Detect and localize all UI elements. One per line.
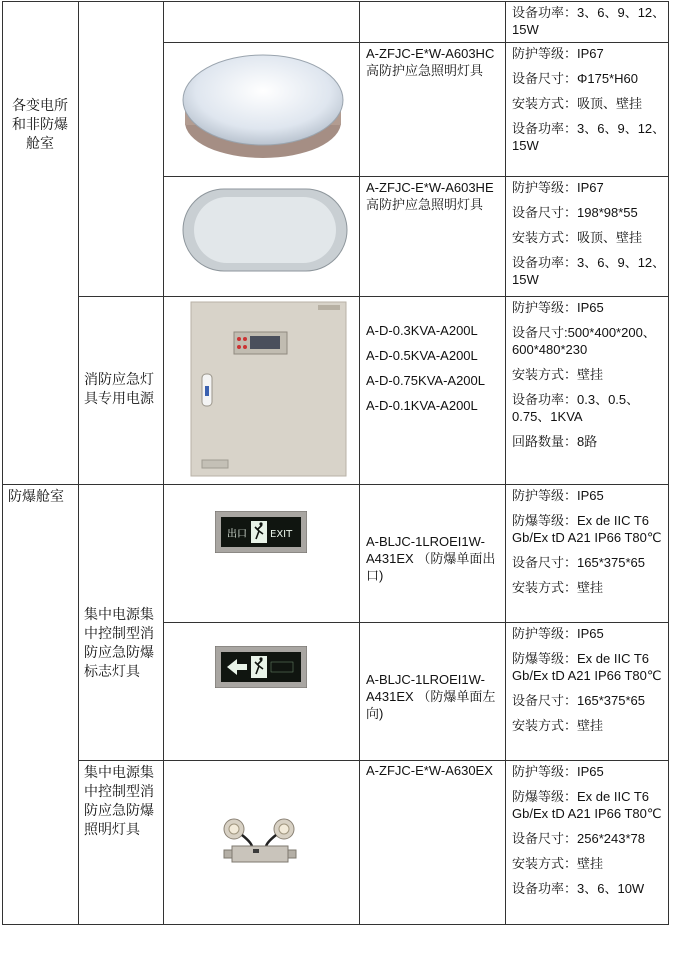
- left-arrow-sign-image: [215, 646, 307, 688]
- spec-protection: 防护等级：IP65: [512, 764, 604, 779]
- model-a603hc: A-ZFJC-E*W-A603HC 高防护应急照明灯具: [366, 46, 495, 78]
- spec-install: 安装方式：壁挂: [512, 367, 604, 382]
- category-power-supply: 消防应急灯具专用电源: [84, 371, 154, 406]
- model-power-3: A-D-0.75KVA-A200L: [366, 373, 485, 388]
- spec-row-0: [512, 4, 666, 46]
- spec-power: 设备功率：3、6、10W: [512, 881, 645, 896]
- spec-size: 设备尺寸：Φ175*H60: [512, 71, 638, 86]
- round-lamp-image: [178, 50, 348, 165]
- spec-circuits: 回路数量：8路: [512, 434, 598, 449]
- spec-protection: 防护等级：IP65: [512, 626, 604, 641]
- rule-col3: [359, 1, 360, 925]
- rule-row3: [78, 296, 668, 297]
- spec-explosion-grade: 防爆等级：Ex de IIC T6 Gb/Ex tD A21 IP66 T80℃: [512, 789, 662, 821]
- spec-row-5: [512, 625, 666, 742]
- rule-row4: [2, 484, 668, 485]
- spec-install: 安装方式：壁挂: [512, 856, 604, 871]
- model-list-power: [366, 322, 506, 420]
- model-left-sign: A-BLJC-1LROEI1W-A431EX （防爆单面左向): [366, 672, 496, 721]
- spec-size: 设备尺寸：256*243*78: [512, 831, 645, 846]
- power-cabinet-image: [190, 301, 347, 477]
- model-exit-sign: A-BLJC-1LROEI1W-A431EX （防爆单面出口): [366, 534, 496, 583]
- spec-size: 设备尺寸:500*400*200、600*480*230: [512, 325, 656, 357]
- spec-protection: 防护等级：IP67: [512, 180, 604, 195]
- spec-row-6: [512, 763, 666, 905]
- twin-head-lamp-image: [222, 817, 302, 865]
- rule-col4: [505, 1, 506, 925]
- spec-size: 设备尺寸：165*375*65: [512, 693, 645, 708]
- spec-protection: 防护等级：IP65: [512, 488, 604, 503]
- rule-col0: [2, 1, 3, 925]
- area-substation: 各变电所和非防爆舱室: [12, 97, 68, 151]
- rule-row6: [78, 760, 668, 761]
- rule-col5: [668, 1, 669, 925]
- area-explosion-proof: 防爆舱室: [8, 488, 64, 504]
- spec-power: 设备功率：3、6、9、12、15W: [512, 5, 666, 37]
- spec-row-1: [512, 45, 666, 162]
- rule-row5: [163, 622, 668, 623]
- exit-sign-en: EXIT: [270, 529, 293, 540]
- spec-size: 设备尺寸：165*375*65: [512, 555, 645, 570]
- exit-sign-cn: 出口: [227, 529, 247, 540]
- spec-row-4: [512, 487, 666, 604]
- category-sign-lamp: 集中电源集中控制型消防应急防爆标志灯具: [84, 606, 154, 679]
- spec-row-2: [512, 179, 666, 296]
- spec-power: 设备功率：0.3、0.5、0.75、1KVA: [512, 392, 640, 424]
- spec-explosion-grade: 防爆等级：Ex de IIC T6 Gb/Ex tD A21 IP66 T80℃: [512, 651, 662, 683]
- spec-install: 安装方式：吸顶、壁挂: [512, 230, 643, 245]
- spec-install: 安装方式：壁挂: [512, 718, 604, 733]
- model-power-4: A-D-0.1KVA-A200L: [366, 398, 478, 413]
- model-a630ex: A-ZFJC-E*W-A630EX: [366, 763, 493, 778]
- rule-top: [2, 1, 668, 2]
- spec-install: 安装方式：壁挂: [512, 580, 604, 595]
- category-lighting-lamp: 集中电源集中控制型消防应急防爆照明灯具: [84, 764, 154, 837]
- model-a603he: A-ZFJC-E*W-A603HE 高防护应急照明灯具: [366, 180, 494, 212]
- spec-size: 设备尺寸：198*98*55: [512, 205, 638, 220]
- spec-install: 安装方式：吸顶、壁挂: [512, 96, 643, 111]
- rule-row2: [163, 176, 668, 177]
- rule-col1: [78, 1, 79, 925]
- spec-explosion-grade: 防爆等级：Ex de IIC T6 Gb/Ex tD A21 IP66 T80℃: [512, 513, 662, 545]
- spec-power: 设备功率：3、6、9、12、15W: [512, 255, 666, 287]
- spec-power: 设备功率：3、6、9、12、15W: [512, 121, 666, 153]
- spec-row-3: [512, 299, 666, 458]
- model-power-2: A-D-0.5KVA-A200L: [366, 348, 478, 363]
- oval-lamp-image: [180, 185, 350, 275]
- exit-sign-image: [215, 511, 307, 553]
- spec-protection: 防护等级：IP67: [512, 46, 604, 61]
- spec-protection: 防护等级：IP65: [512, 300, 604, 315]
- rule-col2: [163, 1, 164, 925]
- rule-bottom: [2, 924, 668, 925]
- model-power-1: A-D-0.3KVA-A200L: [366, 323, 478, 338]
